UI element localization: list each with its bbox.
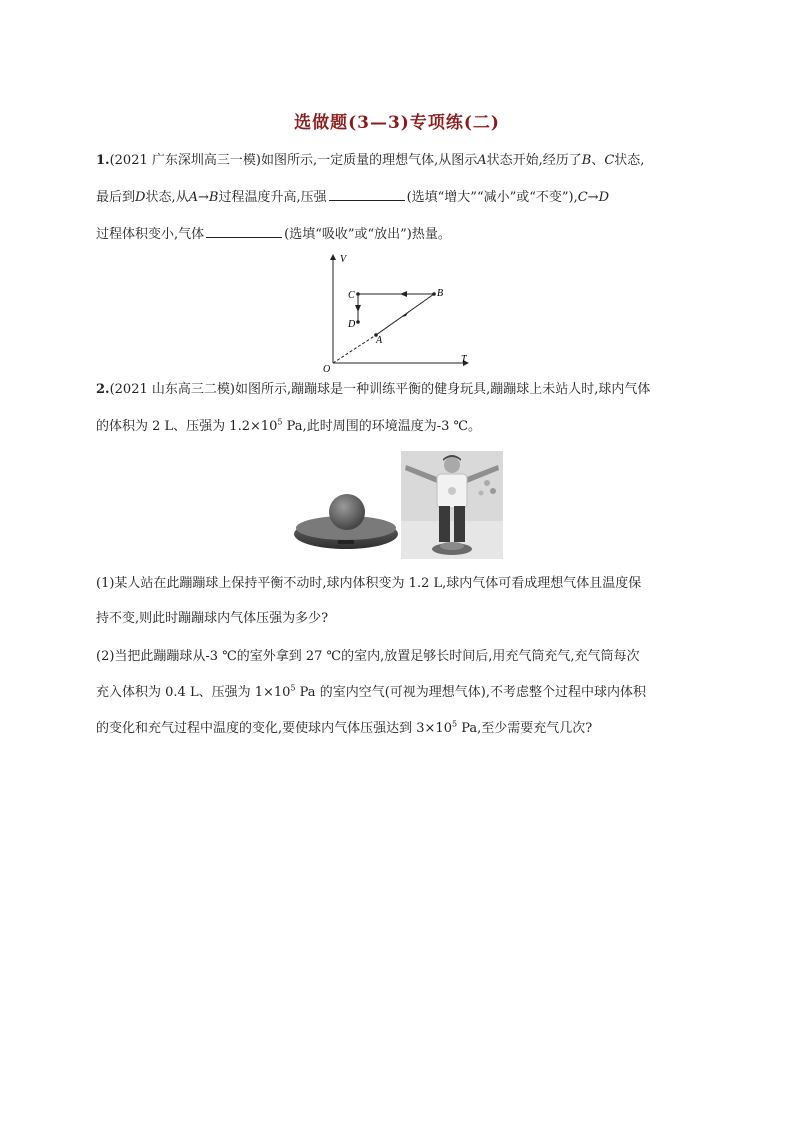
point-b — [432, 292, 436, 296]
label-a: A — [376, 335, 383, 346]
q1-line-2: 最后到D状态,从A→B过程温度升高,压强 (选填“增大”“减小”或“不变”),C→D — [96, 190, 609, 205]
arrow-cd-icon — [355, 305, 361, 312]
vt-graph — [318, 250, 478, 375]
dashed-line-oa — [333, 335, 376, 363]
point-d — [356, 320, 360, 324]
q2-sub2-line-1: (2)当把此蹦蹦球从-3 ℃的室外拿到 27 ℃的室内,放置足够长时间后,用充气筒充气,充气筒每次 — [96, 649, 640, 664]
label-c: C — [348, 290, 355, 301]
q2-line-2: 的体积为 2 L、压强为 $1.2\times 10^5$ Pa,此时周围的环境温度为-3 ℃。 — [96, 417, 482, 434]
q2-sub1-line-2: 持不变,则此时蹦蹦球内气体压强为多少? — [96, 611, 329, 626]
q1-number: 1. — [96, 153, 110, 168]
page-title: 选做题(3—3)专项练(二) — [294, 113, 500, 133]
arrow-bc-icon — [400, 291, 407, 297]
child-on-ball-photo — [401, 451, 503, 559]
answer-blank-heat[interactable] — [206, 225, 282, 238]
label-d: D — [348, 319, 356, 330]
answer-blank-pressure[interactable] — [329, 188, 405, 201]
q2-sub2-line-2: 充入体积为 0.4 L、压强为 $1\times 10^5$ Pa 的室内空气(可视为理想气体),不考虑整个过程中球内体积 — [96, 683, 646, 700]
point-c — [356, 292, 360, 296]
q2-number: 2. — [96, 382, 110, 397]
q2-sub2-line-3: 的变化和充气过程中温度的变化,要使球内气体压强达到 $3\times 10^5$ Pa,至少需要充气几次? — [96, 719, 593, 736]
q1-line-3: 过程体积变小,气体 (选填“吸收”或“放出”)热量。 — [96, 227, 451, 242]
v-axis-label: V — [340, 254, 347, 265]
q1-line-1: 1.(2021 广东深圳高三一模)如图所示,一定质量的理想气体,从图示A状态开始,经历了B、C状态, — [96, 153, 645, 168]
t-axis-label: T — [461, 354, 467, 365]
q2-line-1: 2.(2021 山东高三二模)如图所示,蹦蹦球是一种训练平衡的健身玩具,蹦蹦球上未站人时,球内气体 — [96, 382, 651, 397]
bosu-ball-photo — [290, 490, 398, 556]
origin-label: O — [323, 364, 331, 375]
q2-sub1-line-1: (1)某人站在此蹦蹦球上保持平衡不动时,球内体积变为 1.2 L,球内气体可看成理想气体且温度保 — [96, 576, 642, 591]
label-b: B — [437, 288, 444, 299]
